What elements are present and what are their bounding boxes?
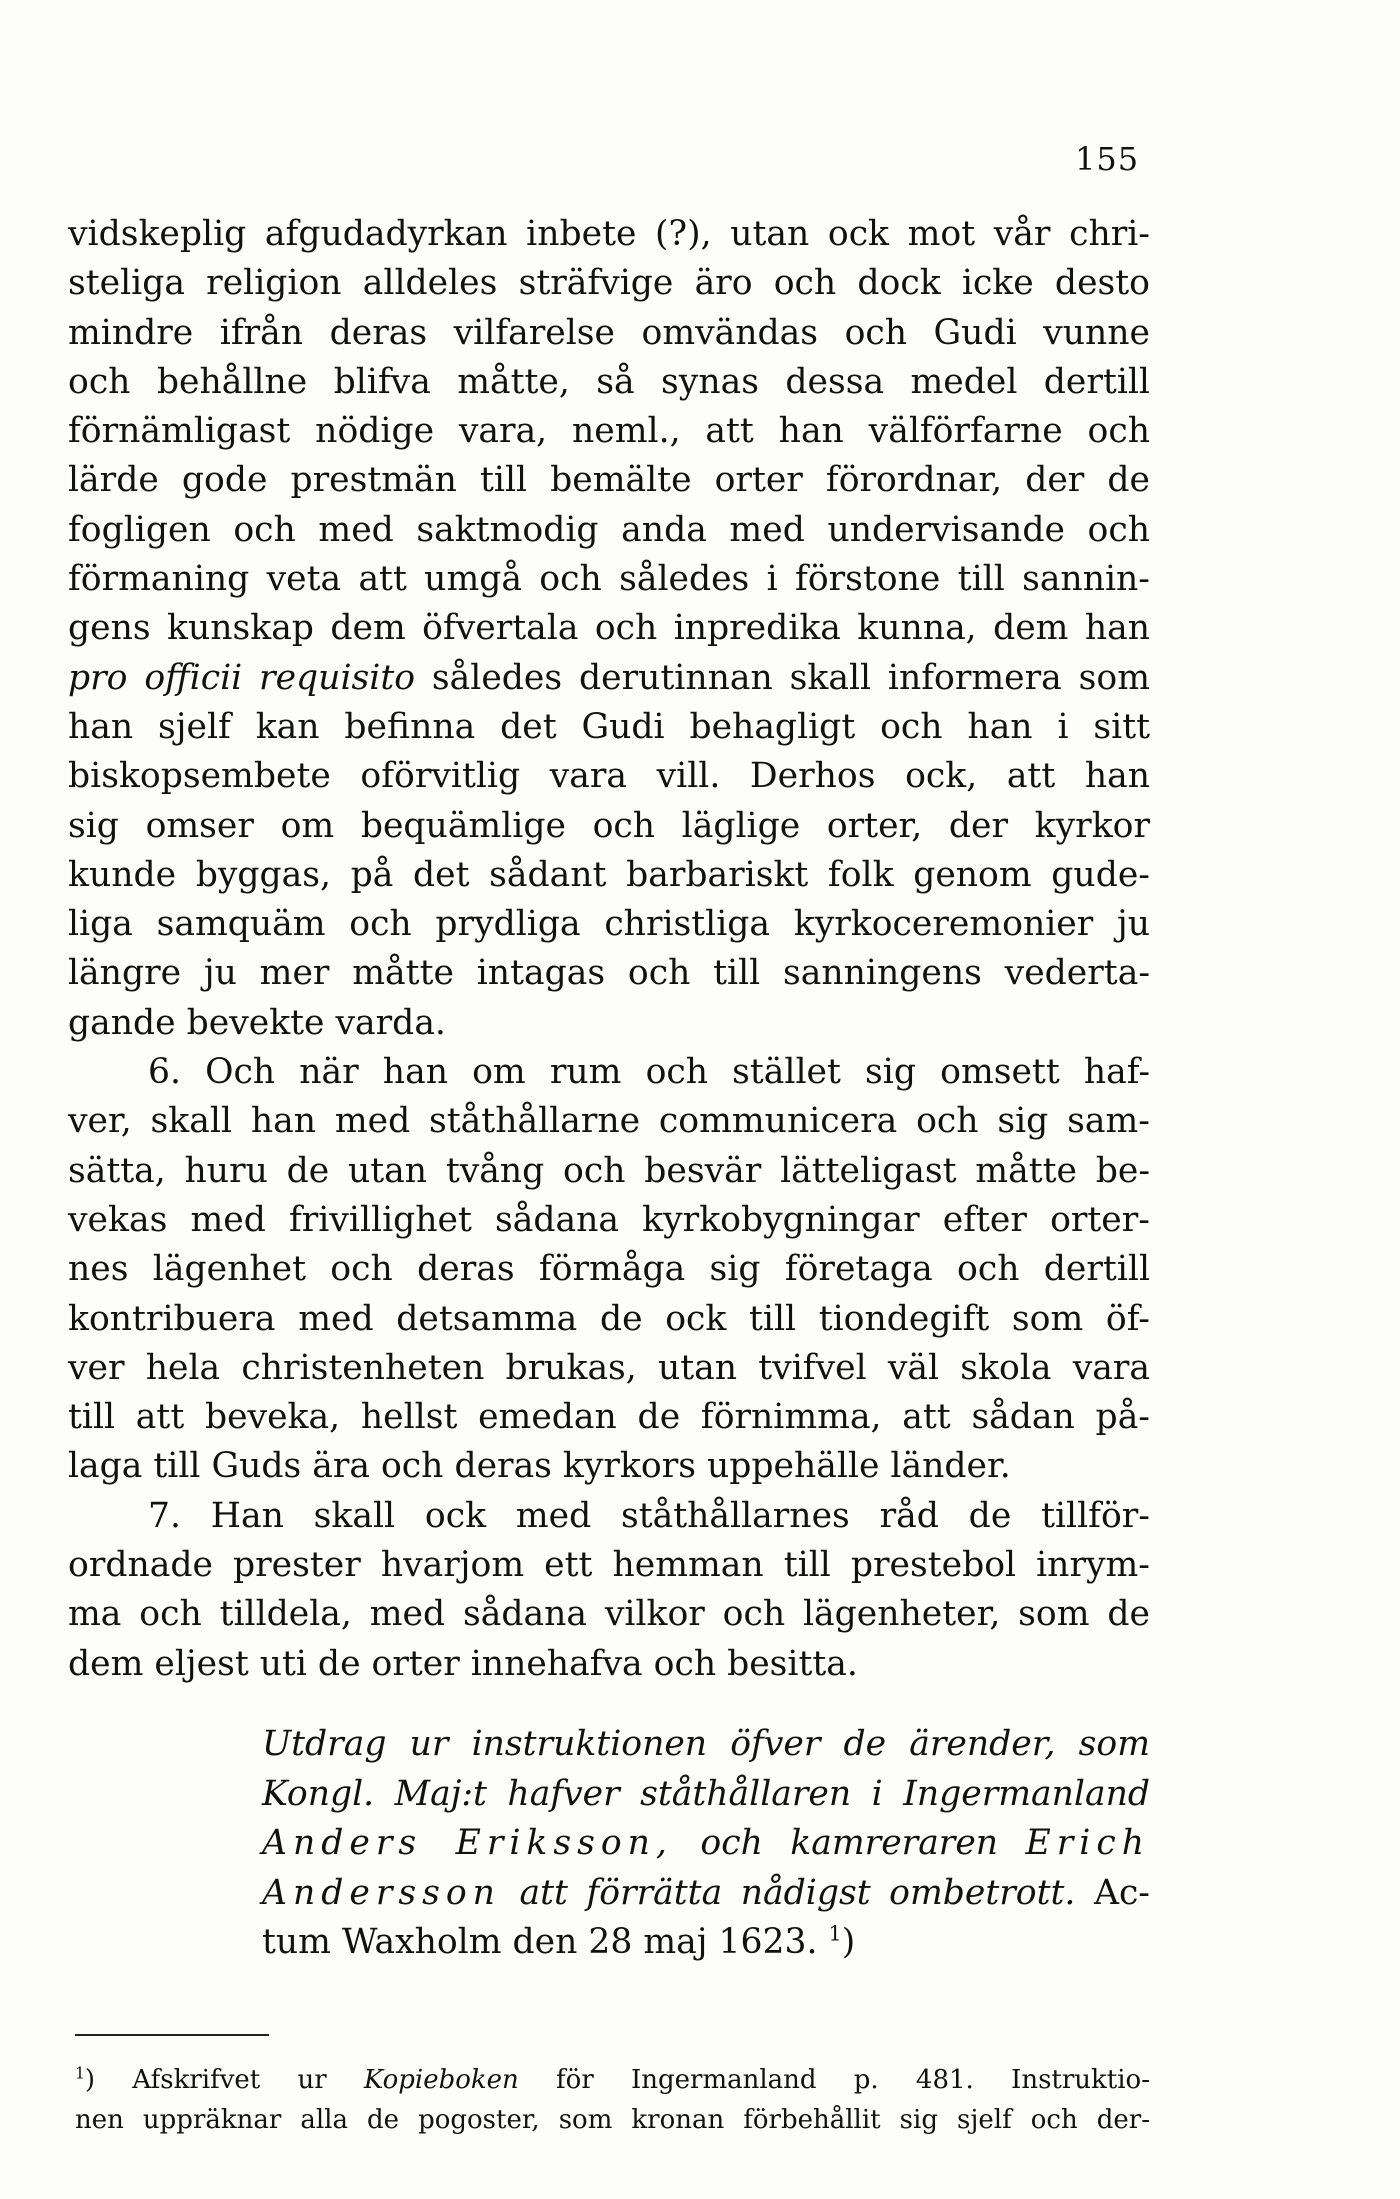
section-heading [262, 1720, 1150, 1968]
text-line-content: gande bevekte varda. [68, 1002, 446, 1043]
footnote-text-3: nen uppräknar alla de pogoster, som kronan förbehållit sig sjelf och der- [75, 2105, 1150, 2135]
text-line-content: ver hela christenheten brukas, utan tvifvel väl skola vara [68, 1347, 1150, 1388]
text-line-content: 6. Och när han om rum och stället sig omsett haf- [148, 1052, 1150, 1093]
text-line [68, 604, 1150, 653]
text-line [68, 358, 1150, 407]
footnote-marker-close: ) [84, 2065, 96, 2095]
text-line [68, 1147, 1150, 1196]
text-line-content: vidskeplig afgudadyrkan inbete (?), utan ock mot vår chri- [68, 214, 1150, 254]
text-line-content: således derutinnan skall informera som [415, 657, 1150, 698]
text-line [68, 1196, 1150, 1245]
text-line [68, 703, 1150, 752]
footnote-rule [75, 2034, 269, 2036]
footnote-text-2: för Ingermanland p. 481. Instruktio- [518, 2065, 1150, 2095]
text-line [68, 1245, 1150, 1294]
text-line-content: nes lägenhet och deras förmåga sig företaga och dertill [68, 1249, 1150, 1290]
text-line [68, 999, 1150, 1048]
text-line-content: vekas med frivillighet sådana kyrkobygningar efter orter- [68, 1199, 1150, 1240]
text-line-content: laga till Guds ära och deras kyrkors uppehälle länder. [68, 1446, 1011, 1487]
footnote-source-title: Kopieboken [363, 2065, 519, 2095]
text-line-content: mindre ifrån deras vilfarelse omvändas och Gudi vunne [68, 312, 1150, 353]
text-line-content: förmaning veta att umgå och således i förstone till sannin- [68, 559, 1150, 600]
text-line-content: kontribuera med detsamma de ock till tiondegift som öf- [68, 1298, 1150, 1339]
text-line [68, 309, 1150, 358]
footnote-reference: 1 [828, 1921, 842, 1946]
heading-name-1: Anders Eriksson, [262, 1823, 673, 1863]
text-line [68, 1442, 1150, 1491]
text-line [68, 1492, 1150, 1541]
text-line-content: sätta, huru de utan tvång och besvär lätteligast måtte be- [68, 1150, 1150, 1191]
heading-line-4-rest: att förrätta nådigst ombetrott. [500, 1872, 1076, 1913]
text-line-content: biskopsembete oförvitlig vara vill. Derhos ock, att han [68, 756, 1150, 797]
text-line-content: ma och tilldela, med sådana vilkor och lägenheter, som de [68, 1594, 1150, 1635]
text-line [68, 1344, 1150, 1393]
text-line [68, 1097, 1150, 1146]
text-line [68, 259, 1150, 308]
text-line-content: steliga religion alldeles sträfvige äro och dock icke desto [68, 263, 1150, 304]
text-line [68, 1295, 1150, 1344]
text-line-content: längre ju mer måtte intagas och till sanningens vederta- [68, 953, 1150, 994]
text-line [68, 1590, 1150, 1639]
text-line-content: sig omser om bequämlige och läglige orter, der kyrkor [68, 805, 1150, 846]
text-line [68, 1640, 1150, 1689]
text-line-content: han sjelf kan befinna det Gudi behagligt och han i sitt [68, 706, 1150, 747]
text-line [68, 1541, 1150, 1590]
text-line [68, 1048, 1150, 1097]
text-line [68, 506, 1150, 555]
heading-line-1: Utdrag ur instruktionen öfver de ärender, som [262, 1724, 1150, 1764]
text-line-content: liga samquäm och prydliga christliga kyrkoceremonier ju [68, 904, 1150, 945]
text-line-content: lärde gode prestmän till bemälte orter förordnar, der de [68, 460, 1150, 501]
heading-name-3: Andersson [262, 1872, 501, 1913]
footnote-text-1: Afskrifvet ur [95, 2065, 364, 2095]
text-line-content: ver, skall han med ståthållarne communicera och sig sam- [68, 1101, 1150, 1142]
heading-name-2: Erich [1025, 1823, 1150, 1863]
footnote-reference-close: ) [841, 1922, 856, 1962]
text-line [68, 900, 1150, 949]
text-line-content: ordnade prester hvarjom ett hemman till prestebol inrym- [68, 1545, 1150, 1586]
text-line-content: förnämligast nödige vara, neml., att han välförfarne och [68, 411, 1150, 452]
text-line-content: 7. Han skall ock med ståthållarnes råd de tillför- [148, 1495, 1150, 1536]
text-line-content: kunde byggas, på det sådant barbariskt folk genom gude- [68, 854, 1150, 895]
heading-line-5: tum Waxholm den 28 maj 1623. [262, 1922, 818, 1962]
footnote [75, 2060, 1150, 2140]
text-line [68, 555, 1150, 604]
text-line [68, 456, 1150, 505]
text-line-content: fogligen och med saktmodig anda med undervisande och [68, 509, 1150, 550]
latin-phrase: pro officii requisito [68, 657, 416, 698]
text-line [68, 949, 1150, 998]
text-line [68, 407, 1150, 456]
text-line [68, 654, 1150, 703]
text-line [68, 802, 1150, 851]
text-line [68, 1393, 1150, 1442]
page-number: 155 [1075, 140, 1140, 178]
heading-line-2: Kongl. Maj:t hafver ståthållaren i Ingermanland [262, 1773, 1150, 1814]
heading-line-3-mid: och kamreraren [672, 1823, 1026, 1863]
footnote-marker: 1 [75, 2064, 85, 2083]
text-line-content: till att beveka, hellst emedan de förnimma, att sådan på- [68, 1397, 1150, 1438]
text-line-content: och behållne blifva måtte, så synas dessa medel dertill [68, 361, 1150, 402]
text-line-content: dem eljest uti de orter innehafva och besitta. [68, 1643, 858, 1684]
heading-line-4-end: Ac- [1093, 1872, 1150, 1913]
text-line [68, 851, 1150, 900]
text-line [68, 210, 1150, 259]
body-text [68, 210, 1150, 1689]
text-line-content: gens kunskap dem öfvertala och inpredika kunna, dem han [68, 608, 1150, 649]
text-line [68, 752, 1150, 801]
